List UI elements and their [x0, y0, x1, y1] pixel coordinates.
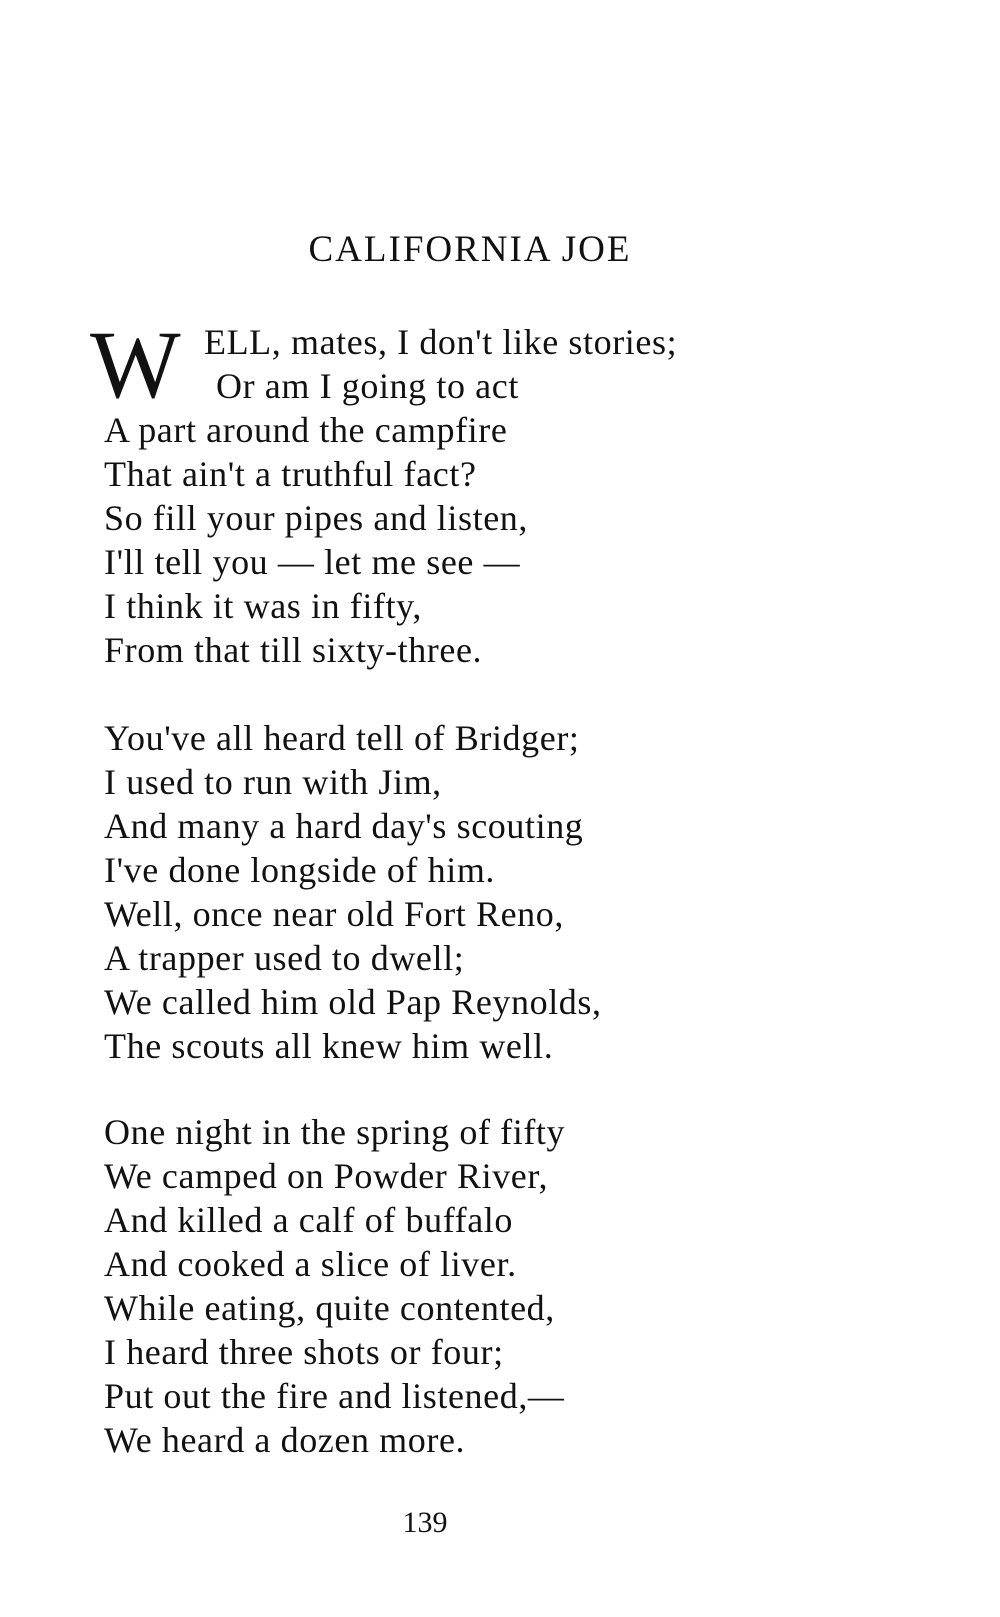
- poem-line: I think it was in fifty,: [104, 586, 423, 626]
- poem-line: And many a hard day's scouting: [104, 806, 584, 846]
- poem-line: And killed a calf of buffalo: [104, 1200, 514, 1240]
- poem-line: I used to run with Jim,: [104, 762, 442, 802]
- poem-line: The scouts all knew him well.: [104, 1026, 554, 1066]
- poem-line: We camped on Powder River,: [104, 1156, 549, 1196]
- poem-line: I'll tell you — let me see —: [104, 542, 521, 582]
- poem-line: While eating, quite contented,: [104, 1288, 555, 1328]
- poem-line: Put out the fire and listened,—: [104, 1376, 565, 1416]
- page-number: 139: [402, 1506, 448, 1539]
- poem-line: Well, once near old Fort Reno,: [104, 894, 564, 934]
- poem-line: And cooked a slice of liver.: [104, 1244, 517, 1284]
- poem-line: One night in the spring of fifty: [104, 1112, 566, 1152]
- poem-line: I heard three shots or four;: [104, 1332, 504, 1372]
- poem-line: From that till sixty-three.: [104, 630, 483, 670]
- stanza-3: [104, 1110, 864, 1462]
- poem-line: A part around the campfire: [104, 410, 508, 450]
- poem-line: We called him old Pap Reynolds,: [104, 982, 602, 1022]
- poem-line: Or am I going to act: [216, 366, 519, 406]
- stanza-2: [104, 716, 864, 1068]
- poem-line: You've all heard tell of Bridger;: [104, 718, 580, 758]
- poem-line: ELL, mates, I don't like stories;: [204, 322, 678, 362]
- poem-title: CALIFORNIA JOE: [308, 229, 632, 270]
- poem-line: We heard a dozen more.: [104, 1420, 466, 1460]
- poem-line: I've done longside of him.: [104, 850, 496, 890]
- drop-cap: W: [90, 311, 181, 418]
- stanza-1: [104, 320, 864, 672]
- poem-line: So fill your pipes and listen,: [104, 498, 528, 538]
- poem-line: That ain't a truthful fact?: [104, 454, 477, 494]
- poem-line: A trapper used to dwell;: [104, 938, 465, 978]
